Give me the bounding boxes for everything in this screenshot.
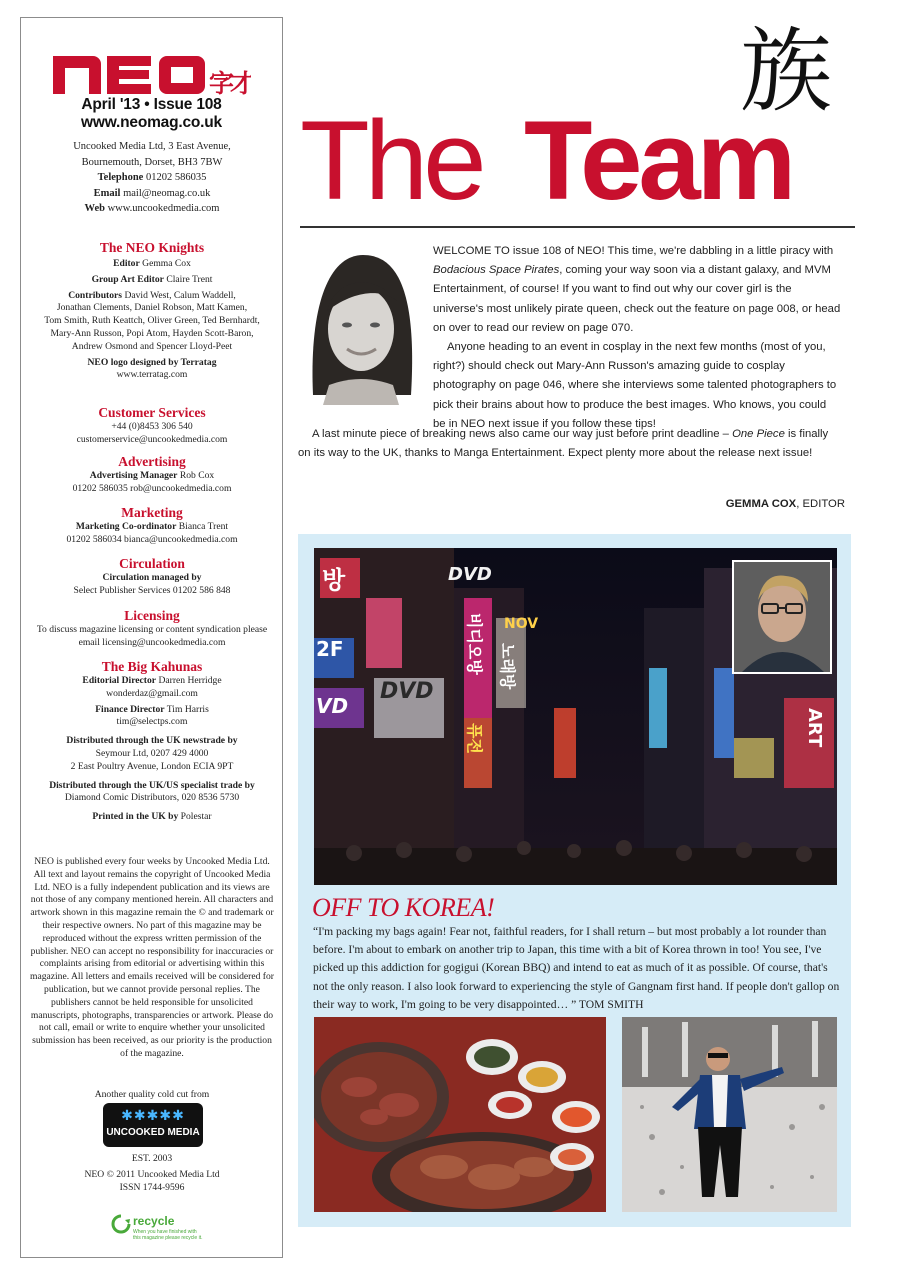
feature-author: TOM SMITH	[578, 997, 644, 1011]
web-line: Web www.uncookedmedia.com	[84, 203, 220, 214]
section-title: Customer Services	[98, 405, 206, 420]
address-line: Bournemouth, Dorset, BH3 7BW	[81, 156, 223, 168]
header-kanji: 族	[740, 18, 833, 125]
circulation-section	[27, 555, 277, 598]
credit-line: Jonathan Clements, Daniel Robson, Matt Kamen,	[56, 302, 248, 314]
address-line: Uncooked Media Ltd, 3 East Avenue,	[73, 141, 231, 152]
credit-line: Distributed through the UK newstrade by	[66, 735, 238, 747]
feature-title: OFF TO KOREA!	[312, 893, 495, 922]
credit-line: Select Publisher Services 01202 586 848	[73, 584, 231, 596]
editor-signoff: GEMMA COX, EDITOR	[725, 498, 845, 510]
credit-line: Editor Gemma Cox	[113, 258, 191, 269]
editorial-paragraph-1: WELCOME TO issue 108 of NEO! This time, we're dabbling in a little piracy with Bodacious Space Pirates, coming your way soon via a distant galaxy, and MVM Entertainment, of course! If you want to find out why our cover girl is the universe's most unlikely pirate queen, check out the feature on page 008, or head on over to read our review on page 070. Anyone heading to an event in cosplay in the next few months (most of you, right?) should check out Mary-Ann Russon's amazing guide to cosplay photography on page 046, where she interviews some talented photographers to pick their brains about how to produce the best images. Who knows, you could be in NEO next issue if you follow these tips!	[433, 242, 841, 434]
marketing-section	[27, 504, 277, 547]
sign-text: 2F	[316, 637, 344, 661]
sign-text: 퓨전	[465, 723, 484, 754]
credit-line: Diamond Comic Distributors, 020 8536 5730	[64, 792, 240, 804]
credit-line: Distributed through the UK/US specialist trade by	[49, 779, 255, 791]
credit-line: Seymour Ltd, 0207 429 4000	[95, 747, 209, 759]
credit-line: Marketing Co-ordinator Bianca Trent	[75, 521, 229, 532]
section-title: Advertising	[118, 454, 186, 469]
credit-line: Contributors David West, Calum Waddell,	[68, 289, 236, 301]
credit-line: Mary-Ann Russon, Popi Atom, Hayden Scott-Baron,	[50, 327, 254, 339]
editorial-paragraph-2: Anyone heading to an event in cosplay in the next few months (most of you, right?) should check out Mary-Ann Russon's amazing guide to cosplay photography on page 046, where she interviews some talented photographers to pick their brains about how to produce the best images. Who knows, you could be in NEO next issue if you follow these tips!	[433, 341, 837, 430]
credit-line: NEO logo designed by Terratag	[87, 356, 217, 368]
credit-line: email licensing@uncookedmedia.com	[78, 636, 226, 648]
section-title: Licensing	[124, 608, 180, 623]
uncooked-stars-icon: ✱✱✱✱✱	[121, 1108, 185, 1124]
credit-line: Finance Director Tim Harris	[95, 703, 209, 715]
recycle-icon	[111, 1214, 131, 1234]
uncooked-label: UNCOOKED MEDIA	[106, 1127, 200, 1138]
section-title: Marketing	[121, 505, 183, 520]
page-title-team: Team	[524, 98, 793, 223]
credit-line: 2 East Poultry Avenue, London ECIA 9PT	[70, 760, 234, 772]
feature-box	[298, 534, 851, 1227]
recycle-subtext: When you have finished with this magazine please recycle it.	[133, 1229, 203, 1241]
copyright-line: NEO © 2011 Uncooked Media Ltd	[84, 1169, 220, 1180]
sign-text: NOV	[504, 616, 539, 632]
sign-text: 비디오방	[465, 613, 484, 675]
quality-line: Another quality cold cut from	[94, 1089, 210, 1100]
licensing-section	[27, 607, 277, 650]
neo-logo-kanji: 字才	[209, 69, 251, 98]
sign-text: 노래방	[498, 643, 517, 690]
credit-line: 01202 586034 bianca@uncookedmedia.com	[66, 533, 238, 545]
credit-line: Group Art Editor Claire Trent	[91, 273, 213, 285]
neo-knights-section	[27, 239, 277, 382]
sign-text: ART	[804, 708, 825, 748]
credit-line: 01202 586035 rob@uncookedmedia.com	[72, 482, 232, 494]
credit-line: Editorial Director Darren Herridge	[82, 675, 222, 686]
section-title: The Big Kahunas	[101, 659, 203, 674]
sign-text: DVD	[448, 564, 492, 585]
page-title-the: The	[300, 98, 482, 223]
credit-line: Printed in the UK by Polestar	[92, 811, 212, 823]
telephone-line: Telephone 01202 586035	[97, 172, 207, 183]
customer-services-section	[27, 404, 277, 447]
credit-line: www.terratag.com	[116, 369, 188, 381]
credit-line: customerservice@uncookedmedia.com	[76, 433, 228, 445]
credit-line: Advertising Manager Rob Cox	[89, 470, 215, 481]
masthead-sidebar	[20, 17, 283, 1258]
recycle-logo	[111, 1214, 201, 1244]
section-title: The NEO Knights	[99, 240, 205, 255]
credit-line: wonderdaz@gmail.com	[106, 687, 198, 699]
legal-notice: NEO is published every four weeks by Uncooked Media Ltd. All text and layout remains the copyright of Uncooked Media Ltd. NEO is a fully independent publication and its views are not those of any company mentioned herein. All characters and artwork shown in this magazine remain the © and trademark or their respective owners. No part of this magazine may be reproduced without the express written permission of the publisher. NEO can accept no responsibility for inaccuracies or complaints arising from editorial or advertising within this magazine. All letters and emails received will be considered for publication, but we cannot provide personal replies. The publishers cannot be held responsible for unsolicited manuscripts, photographs, transparencies or artwork. Please do not call, email or write to enquire whether your unsolicited submission has been received, as our priority is the production of the magazine.	[29, 856, 274, 1059]
header-divider	[300, 226, 855, 228]
sign-text: VD	[316, 694, 349, 718]
advertising-section	[27, 453, 277, 496]
credit-line: Tom Smith, Ruth Keattch, Oliver Green, Ted Bernhardt,	[44, 315, 260, 327]
website-line: www.neomag.co.uk	[81, 114, 222, 131]
credit-line: +44 (0)8453 306 540	[111, 421, 193, 432]
feature-body: “I'm packing my bags again! Fear not, faithful readers, for I shall return – but most probably a lot rounder than before. I'm about to embark on another trip to Japan, this time with a bit of Korea thrown in too! You see, I've picked up this addiction for gogigui (Korean BBQ) and intend to eat as much of it as possible. Of course, that's not the only reason. I also look forward to experiencing the style of Gangnam first hand. If people don't gallop on their way to work, I'm going to be very disappointed… ” TOM SMITH	[313, 925, 840, 1011]
editor-portrait-photo	[299, 245, 421, 405]
gangnam-style-photo	[622, 1017, 837, 1212]
est-line: EST. 2003	[131, 1153, 173, 1164]
section-title: Circulation	[119, 556, 185, 571]
credit-line: tim@selectps.com	[116, 716, 188, 728]
recycle-label: recycle	[133, 1214, 175, 1228]
issn-line: ISSN 1744-9596	[119, 1182, 185, 1193]
uncooked-media-logo	[103, 1103, 203, 1147]
big-kahunas-section	[27, 658, 277, 824]
credit-line: Circulation managed by	[102, 572, 202, 583]
editorial-paragraph-3: A last minute piece of breaking news also came our way just before print deadline – One Piece is finally on its way to the UK, thanks to Manga Entertainment. Expect plenty more about the release next issue!	[298, 428, 829, 460]
credit-line: Andrew Osmond and Spencer Lloyd-Peet	[71, 340, 233, 352]
publisher-address	[27, 139, 277, 217]
issue-line: April '13 • Issue 108	[81, 96, 222, 113]
credit-line: To discuss magazine licensing or content syndication please	[36, 624, 268, 635]
korean-bbq-photo	[314, 1017, 606, 1212]
sign-text: 방	[322, 566, 346, 594]
sign-text: DVD	[380, 679, 434, 704]
email-line: Email mail@neomag.co.uk	[93, 187, 211, 199]
author-portrait-photo	[732, 560, 832, 674]
